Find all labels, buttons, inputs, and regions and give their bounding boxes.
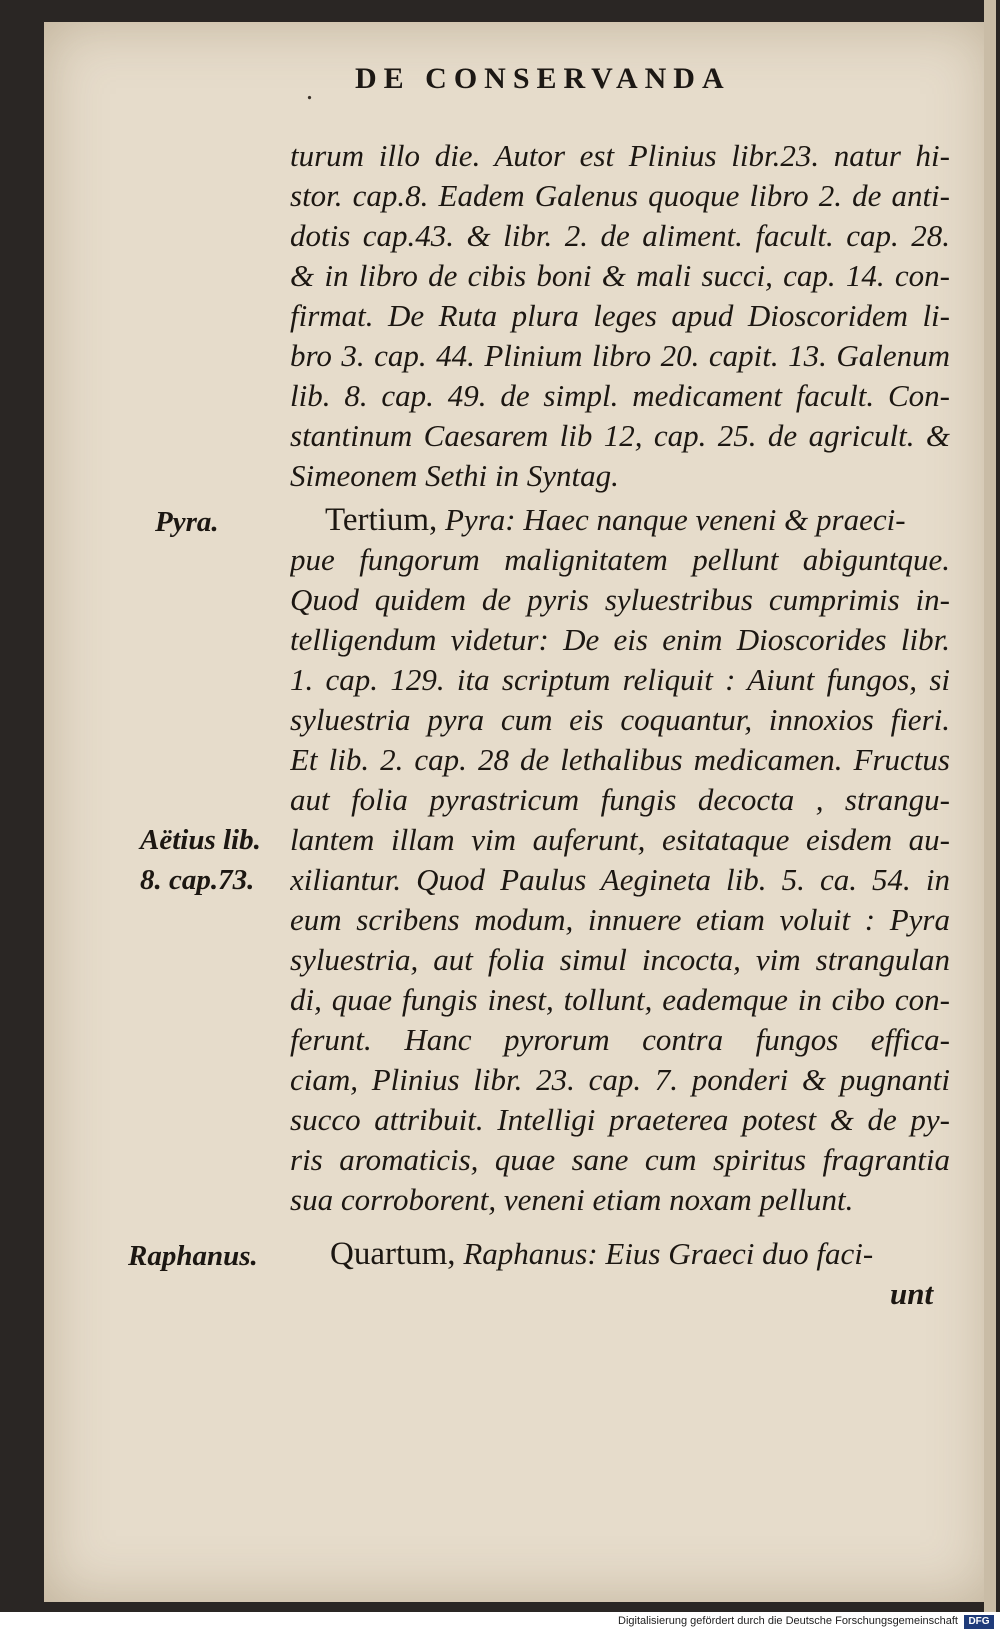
text-line: firmat. De Ruta plura leges apud Dioscoridem li- — [290, 298, 950, 333]
text-line: ris aromaticis, quae sane cum spiritus fragrantia — [290, 1142, 950, 1177]
funding-credit: Digitalisierung gefördert durch die Deutsche Forschungsgemeinschaft — [618, 1615, 958, 1627]
text-line-tertium — [325, 500, 950, 540]
running-title: DE CONSERVANDA — [355, 62, 731, 95]
quartum-rest: Raphanus: Eius Graeci duo faci- — [455, 1236, 874, 1271]
text-line: ferunt. Hanc pyrorum contra fungos effica- — [290, 1022, 950, 1057]
text-line: di, quae fungis inest, tollunt, eademque in cibo con- — [290, 982, 950, 1017]
text-line: syluestria, aut folia simul incocta, vim strangulan — [290, 942, 950, 977]
dfg-logo: DFG — [964, 1615, 994, 1629]
text-line: 1. cap. 129. ita scriptum reliquit : Aiunt fungos, si — [290, 662, 950, 697]
text-line: telligendum videtur: De eis enim Dioscorides libr. — [290, 622, 950, 657]
text-line: sua corroborent, veneni etiam noxam pellunt. — [290, 1182, 854, 1217]
header-mark: . — [306, 75, 313, 106]
catchword: unt — [890, 1276, 934, 1311]
text-line: eum scribens modum, innuere etiam voluit : Pyra — [290, 902, 950, 937]
text-line: Et lib. 2. cap. 28 de lethalibus medicamen. Fructus — [290, 742, 950, 777]
text-line: turum illo die. Autor est Plinius libr.23. natur hi- — [290, 138, 950, 173]
text-line: pue fungorum malignitatem pellunt abiguntque. — [290, 542, 950, 577]
text-line: stantinum Caesarem lib 12, cap. 25. de agricult. & — [290, 418, 950, 453]
text-line: aut folia pyrastricum fungis decocta , strangu- — [290, 782, 950, 817]
footer-bar — [0, 1612, 1000, 1633]
tertium-word: Tertium, — [325, 502, 438, 538]
text-line: ciam, Plinius libr. 23. cap. 7. ponderi & pugnanti — [290, 1062, 950, 1097]
text-line: lantem illam vim auferunt, esitataque eisdem au- — [290, 822, 950, 857]
tertium-rest: Pyra: Haec nanque veneni & praeci- — [437, 502, 906, 537]
text-line-quartum — [330, 1234, 950, 1274]
margin-note-aetius-1: Aëtius lib. — [140, 824, 261, 856]
text-line: stor. cap.8. Eadem Galenus quoque libro 2. de anti- — [290, 178, 950, 213]
page-edge — [984, 0, 996, 1612]
text-line: xiliantur. Quod Paulus Aegineta lib. 5. ca. 54. in — [290, 862, 950, 897]
quartum-word: Quartum, — [330, 1236, 456, 1272]
text-line: Quod quidem de pyris syluestribus cumprimis in- — [290, 582, 950, 617]
text-line: bro 3. cap. 44. Plinium libro 20. capit. 13. Galenum — [290, 338, 950, 373]
text-line: Simeonem Sethi in Syntag. — [290, 458, 619, 493]
text-line: lib. 8. cap. 49. de simpl. medicament facult. Con- — [290, 378, 950, 413]
margin-note-raphanus: Raphanus. — [128, 1240, 258, 1272]
margin-note-aetius-2: 8. cap.73. — [140, 864, 255, 896]
margin-note-pyra: Pyra. — [155, 506, 219, 538]
text-line: succo attribuit. Intelligi praeterea potest & de py- — [290, 1102, 950, 1137]
text-line: syluestria pyra cum eis coquantur, innoxios fieri. — [290, 702, 950, 737]
text-line: dotis cap.43. & libr. 2. de aliment. facult. cap. 28. — [290, 218, 950, 253]
text-line: & in libro de cibis boni & mali succi, cap. 14. con- — [290, 258, 950, 293]
